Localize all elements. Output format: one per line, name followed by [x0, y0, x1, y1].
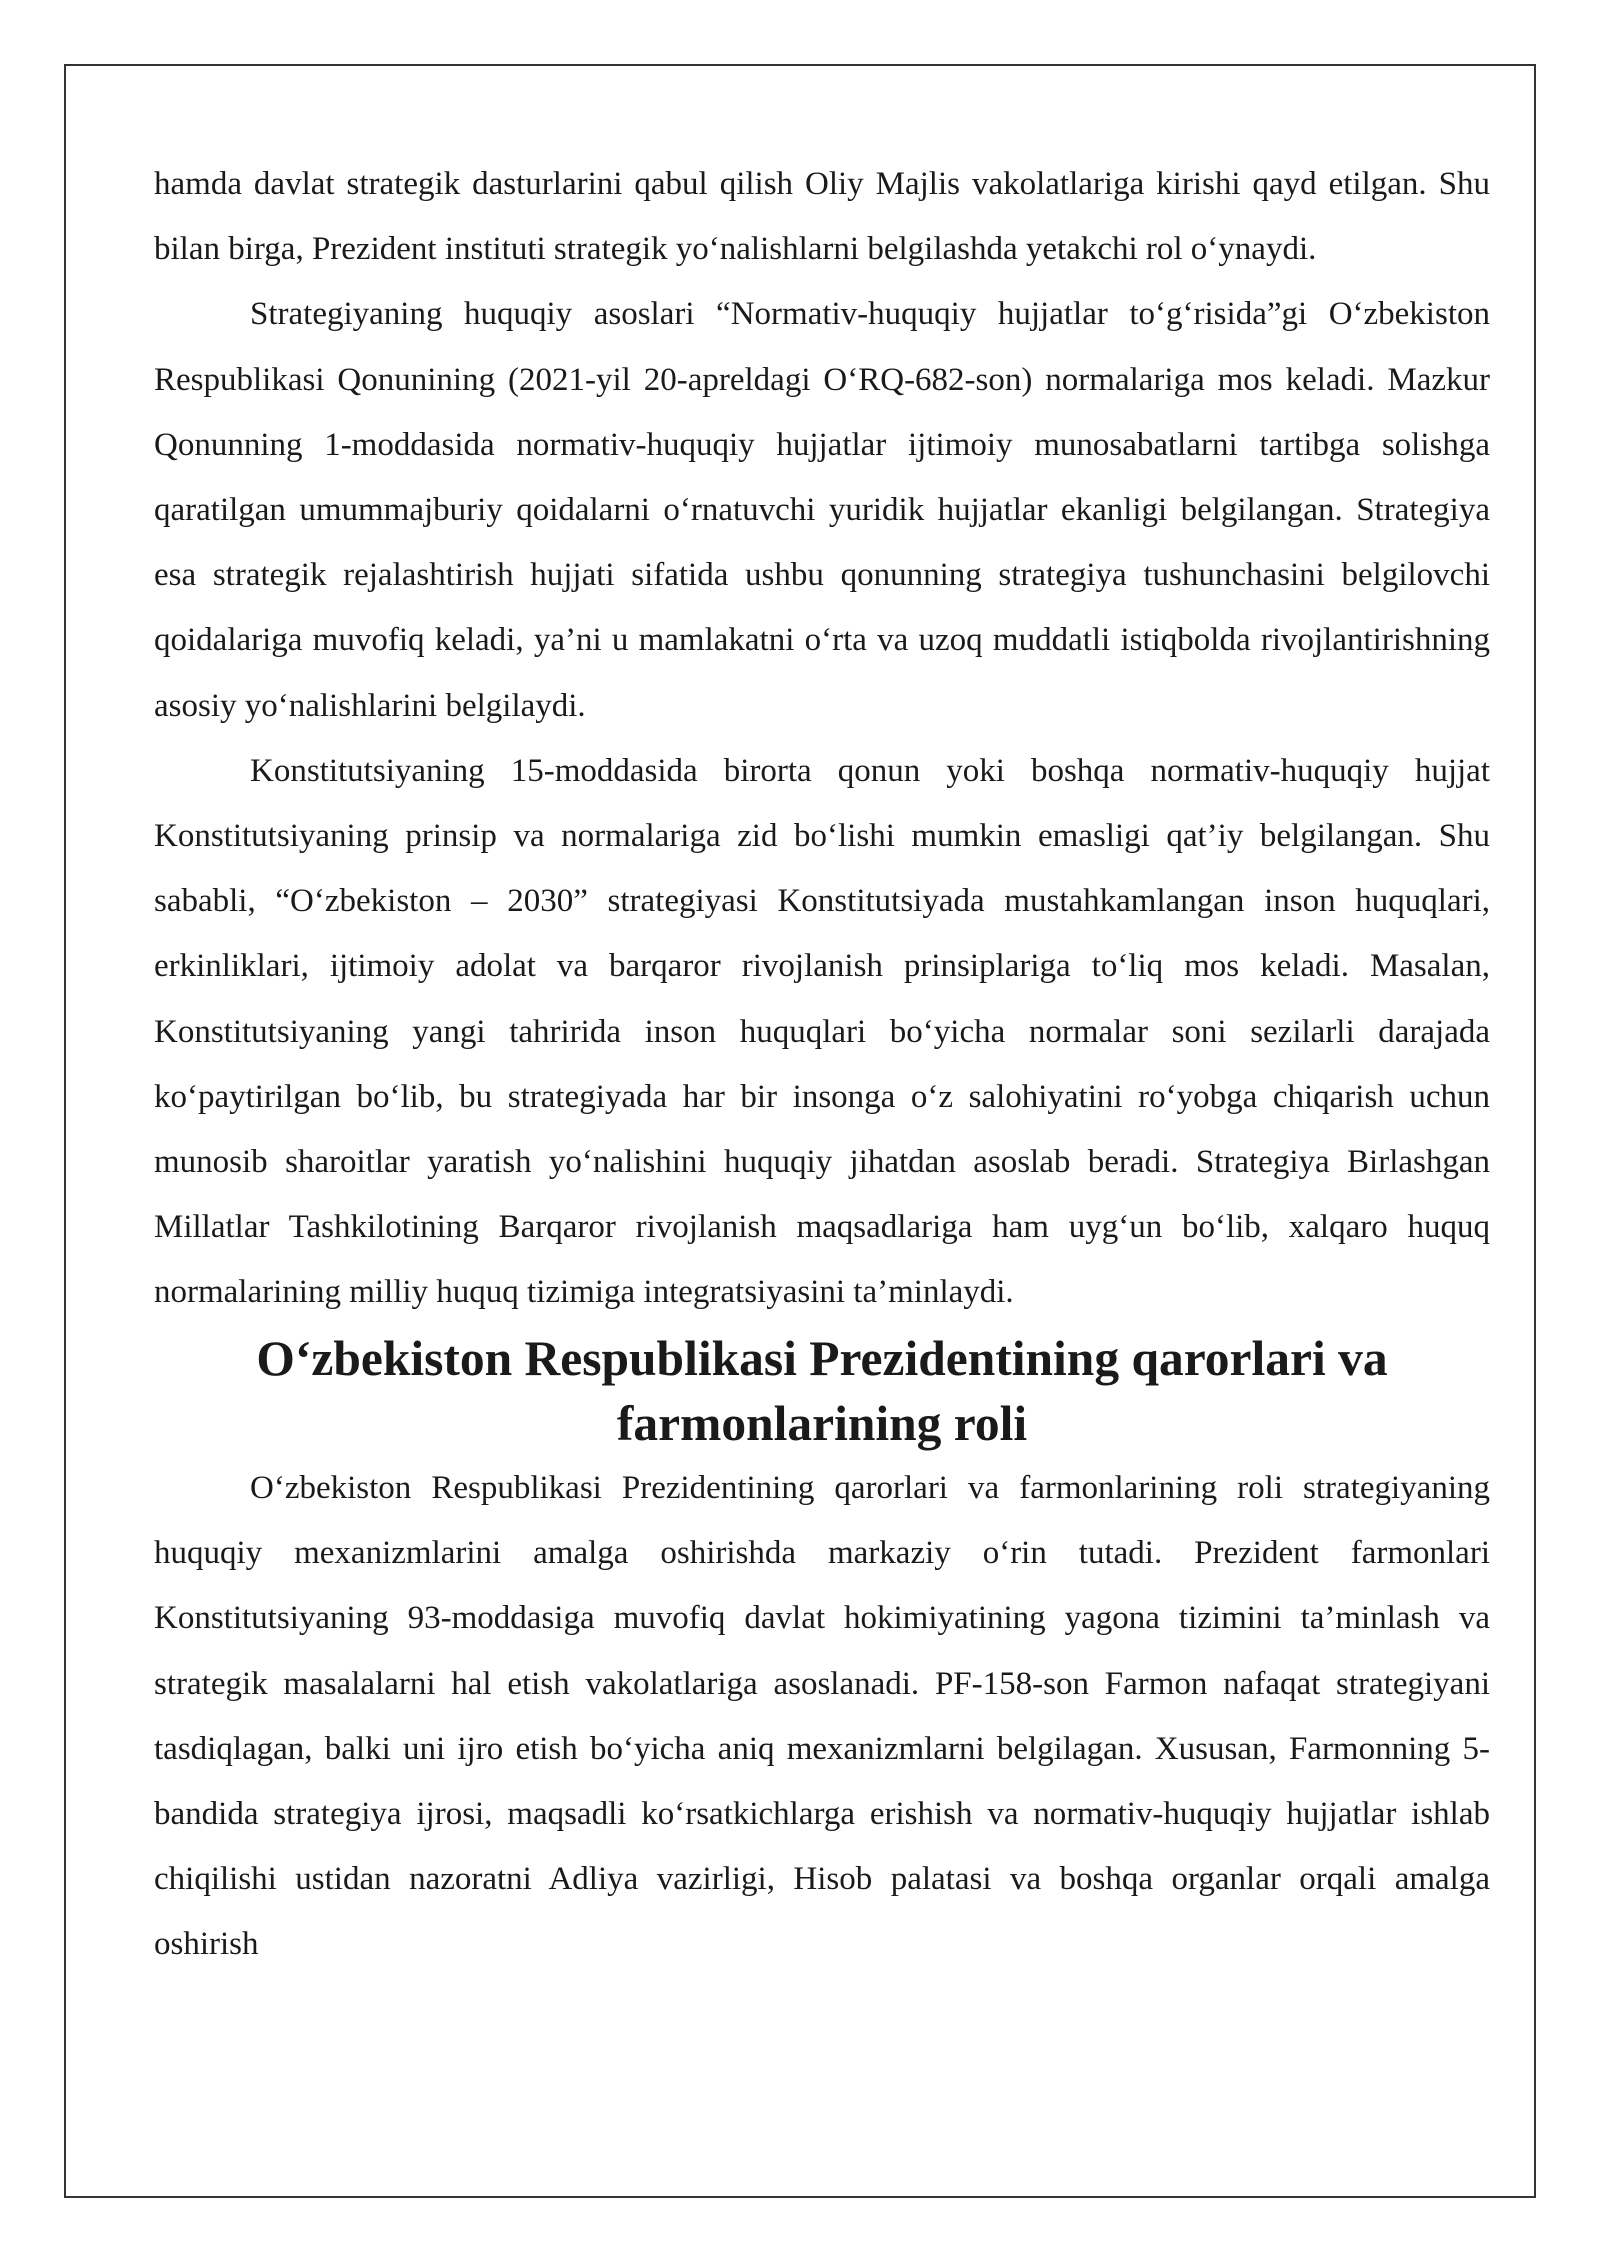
document-body: [154, 152, 1490, 1978]
page-frame: [64, 64, 1536, 2198]
section-heading: O‘zbekiston Respublikasi Prezidentining qarorlari va farmonlarining roli: [256, 1330, 1388, 1451]
paragraph-legal-basis: Strategiyaning huquqiy asoslari “Normativ-huquqiy hujjatlar to‘g‘risida”gi O‘zbekiston Respublikasi Qonunining (2021-yil 20-apreldagi O‘RQ-682-son) normalariga mos keladi. Mazkur Qonunning 1-moddasida normativ-huquqiy hujjatlar ijtimoiy munosabatlarni tartibga solishga qaratilgan umummajburiy qoidalarni o‘rnatuvchi yuridik hujjatlar ekanligi belgilangan. Strategiya esa strategik rejalashtirish hujjati sifatida ushbu qonunning strategiya tushunchasini belgilovchi qoidalariga muvofiq keladi, ya’ni u mamlakatni o‘rta va uzoq muddatli istiqbolda rivojlantirishning asosiy yo‘nalishlarini belgilaydi.: [154, 296, 1490, 724]
paragraph-constitution: Konstitutsiyaning 15-moddasida birorta qonun yoki boshqa normativ-huquqiy hujjat Konstitutsiyaning prinsip va normalariga zid bo‘lishi mumkin emasligi qat’iy belgilangan. Shu sababli, “O‘zbekiston – 2030” strategiyasi Konstitutsiyada mustahkamlangan inson huquqlari, erkinliklari, ijtimoiy adolat va barqaror rivojlanish prinsiplariga to‘liq mos keladi. Masalan, Konstitutsiyaning yangi tahririda inson huquqlari bo‘yicha normalar soni sezilarli darajada ko‘paytirilgan bo‘lib, bu strategiyada har bir insonga o‘z salohiyatini ro‘yobga chiqarish uchun munosib sharoitlar yaratish yo‘nalishini huquqiy jihatdan asoslab beradi. Strategiya Birlashgan Millatlar Tashkilotining Barqaror rivojlanish maqsadlariga ham uyg‘un bo‘lib, xalqaro huquq normalarining milliy huquq tizimiga integratsiyasini ta’minlaydi.: [154, 752, 1490, 1311]
paragraph-president-role: O‘zbekiston Respublikasi Prezidentining qarorlari va farmonlarining roli strategiyaning huquqiy mexanizmlarini amalga oshirishda markaziy o‘rin tutadi. Prezident farmonlari Konstitutsiyaning 93-moddasiga muvofiq davlat hokimiyatining yagona tizimini ta’minlash va strategik masalalarni hal etish vakolatlariga asoslanadi. PF-158-son Farmon nafaqat strategiyani tasdiqlagan, balki uni ijro etish bo‘yicha aniq mexanizmlarni belgilagan. Xususan, Farmonning 5-bandida strategiya ijrosi, maqsadli ko‘rsatkichlarga erishish va normativ-huquqiy hujjatlar ishlab chiqilishi ustidan nazoratni Adliya vazirligi, Hisob palatasi va boshqa organlar orqali amalga oshirish: [154, 1470, 1490, 1963]
paragraph-continuation: hamda davlat strategik dasturlarini qabul qilish Oliy Majlis vakolatlariga kirishi qayd etilgan. Shu bilan birga, Prezident instituti strategik yo‘nalishlarni belgilashda yetakchi rol o‘ynaydi.: [154, 166, 1490, 268]
